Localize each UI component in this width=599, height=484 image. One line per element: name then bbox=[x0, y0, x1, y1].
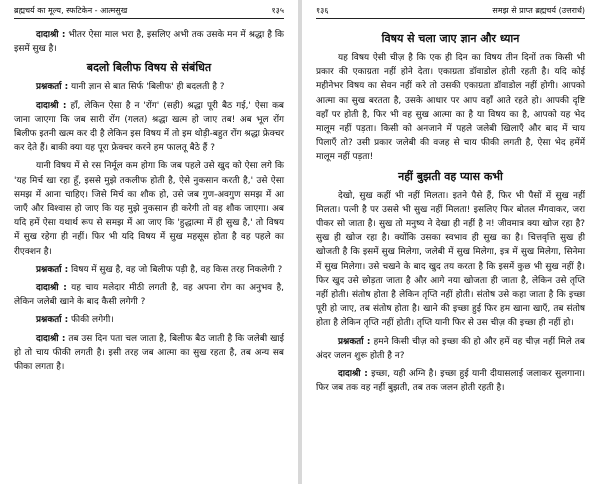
paragraph bbox=[14, 263, 284, 277]
paragraph-text: तब उस दिन पता चल जाता है, बिलीफ बैठ जाती है कि जलेबी खाई हो तो चाय फीकी लगती है। इसी तरह जब आत्मा का सुख रहता है, तब अन्य सब फीका लगता है। bbox=[14, 333, 284, 373]
paragraph: यानी विषय में से रस निर्मूल कम होगा कि जब पहले उसे खुद को ऐसा लगे कि 'यह मिर्च खा रहा हूँ, इससे मुझे तकलीफ होती है, ऐसे नुकसान करती है,' उसे ऐसा समझ में आना चाहिए। जिसे मिर्च का शौक हो, उसे जब गुण-अवगुण समझ में आ जाएँ और विश्वास हो जाए कि यह मुझे नुकसान ही करेगी तो वह शौक जाएगा। अब यदि हमें ऐसा यथार्थ रूप से समझ में आ जाए कि 'हुद्धात्मा में ही सुख है,' तो विषय में सुख रहेगा ही नहीं। फिर भी यदि विषय में सुख महसूस होता है वह पहले का रीएक्शन है। bbox=[14, 161, 284, 257]
paragraph bbox=[14, 28, 284, 56]
left-page-content bbox=[14, 28, 284, 482]
paragraph-text: यानी ज्ञान से बात सिर्फ 'बिलीफ' ही बदलती है ? bbox=[70, 82, 225, 93]
paragraph: देखो, सुख कहीं भी नहीं मिलता। इतने पैसे हैं, फिर भी पैसों में सुख नहीं मिलता। पत्नी है पर उससे भी सुख नहीं मिलता! इसलिए फिर बोतल मँगवाकर, जरा पीकर सो जाता है। सुख तो मनुष्य ने देखा ही नहीं है न! जीवमात्र क्या खोज रहा है? सुख ही खोज रहा है। क्योंकि उसका स्वभाव ही सुख का है। चित्तवृत्ति सुख ही खोजती है कि इसमें सुख मिलेगा, जलेबी में सुख मिलेगा, इत्र में सुख मिलेगा, सिनेमा में सुख मिलेगा। उसे चखने के बाद खुद तय करता है कि इसमें कुछ भी सुख नहीं है। फिर खुद उसे छोड़ता जाता है और आगे नया खोजता ही जाता है, लेकिन उसे तृप्ति नहीं होती। संतोष होता है लेकिन तृप्ति नहीं होती। संतोष उसे कहा जाता है कि इच्छा पूरी हो जाए, तब संतोष होता है। खाने की इच्छा हुई फिर हम खाना खाएँ, तब संतोष होता है लेकिन तृप्ति नहीं होती। तृप्ति यानी फिर से उस चीज़ की इच्छा ही नहीं हो। bbox=[316, 190, 585, 329]
speaker-label: दादाश्री : bbox=[36, 30, 66, 40]
paragraph bbox=[14, 80, 284, 94]
right-page-content bbox=[316, 28, 585, 482]
right-page bbox=[302, 0, 599, 484]
paragraph bbox=[316, 335, 585, 363]
speaker-label: प्रश्नकर्ता : bbox=[36, 82, 69, 93]
left-page-number: १३५ bbox=[271, 6, 284, 15]
speaker-label: दादाश्री : bbox=[36, 333, 66, 344]
paragraph bbox=[316, 367, 585, 395]
paragraph-text: हाँ, लेकिन ऐसा है न 'रोंग' (सही) श्रद्धा पूरी बैठ गई,' ऐसा कब जाना जाएगा कि जब सारी रोंग (गलत) श्रद्धा खत्म हो जाए तब! अब भूल रोंग बिलीफ इतनी खत्म कर दी है लेकिन इस विषय में तो इम थोड़ी-बहुत रोंग श्रद्धा फ्रेक्चर कर देते हैं। बाकी क्या यह पूरा फ्रेक्चर करने हम फालतू बैठे हैं ? bbox=[14, 100, 284, 154]
paragraph: यह विषय ऐसी चीज़ है कि एक ही दिन का विषय तीन दिनों तक किसी भी प्रकार की एकाग्रता नहीं होने देता। एकाग्रता डॉवाडोल होती रहती है। यदि कोई महीनेभर विषय का सेवन नहीं करे तो उसकी एकाग्रता डॉवाडोल नहीं होगी। आपको आत्मा का सुख बरतता है, उसके आधार पर आप वहाँ आते रहते हो। आपकी दृष्टि वहाँ पर होती है, फिर भी वह सुख आत्मा का है या विषय का है, आपको यह भेद मालूम नहीं पड़ता। किसी को अनजाने में पहले जलेबी खिलाएँ और बाद में चाय पिलाएँ तो? उसी प्रकार जलेबी की वजह से चाय फीकी लगती है, ऐसा भेद हमेंमें मालूम नहीं पड़ता! bbox=[316, 53, 585, 163]
paragraph-text: हमने किसी चीज़ को इच्छा की हो और हमें वह चीज़ नहीं मिले तब अंदर जलन शुरू होती है न? bbox=[316, 336, 585, 361]
speaker-label: दादाश्री : bbox=[338, 369, 368, 380]
speaker-label: प्रश्नकर्ता : bbox=[36, 264, 69, 275]
paragraph-text: फीकी लगेगी। bbox=[70, 315, 114, 326]
speaker-label: प्रश्नकर्ता : bbox=[338, 336, 371, 347]
paragraph bbox=[14, 313, 284, 327]
left-running-title: ब्रह्मचर्य का मूल्य, स्फटिकेन - आत्मसुख bbox=[14, 6, 128, 15]
right-page-header bbox=[316, 4, 585, 19]
section-heading: विषय से चला जाए ज्ञान और ध्यान bbox=[381, 32, 520, 45]
speaker-label: प्रश्नकर्ता : bbox=[36, 315, 69, 326]
section-heading: बदलो बिलीफ विषय से संबंधित bbox=[86, 61, 212, 75]
paragraph bbox=[14, 99, 284, 156]
paragraph bbox=[14, 332, 284, 375]
left-page bbox=[0, 0, 298, 484]
paragraph-text: इच्छा, यही अग्नि है। इच्छा हुई यानी दीयासलाई जलाकर सुलगाना। फिर जब तक वह नहीं बुझती, तब तक जलन होती रहती है। bbox=[316, 369, 585, 394]
paragraph-text: भीतर ऐसा माल भरा है, इसलिए अभी तक उसके मन में श्रद्धा है कि इसमें सुख है। bbox=[14, 30, 285, 55]
speaker-label: दादाश्री : bbox=[36, 283, 67, 294]
section-heading: नहीं बुझती वह प्यास कभी bbox=[398, 169, 503, 183]
paragraph bbox=[14, 281, 284, 309]
speaker-label: दादाश्री : bbox=[36, 100, 67, 111]
paragraph-text: विषय में सुख है, वह जो बिलीफ पड़ी है, वह किस तरह निकलेगी ? bbox=[70, 264, 283, 275]
left-page-header bbox=[14, 4, 284, 19]
right-running-title: समझ से प्राप्त ब्रह्मचर्य (उत्तरार्ध) bbox=[492, 6, 585, 15]
paragraph-text: यह चाय मलेदार मीठी लगती है, वह अपना रोग का अनुभव है, लेकिन जलेबी खाने के बाद कैसी लगेगी ? bbox=[14, 283, 284, 308]
right-page-number: १३६ bbox=[316, 6, 329, 15]
